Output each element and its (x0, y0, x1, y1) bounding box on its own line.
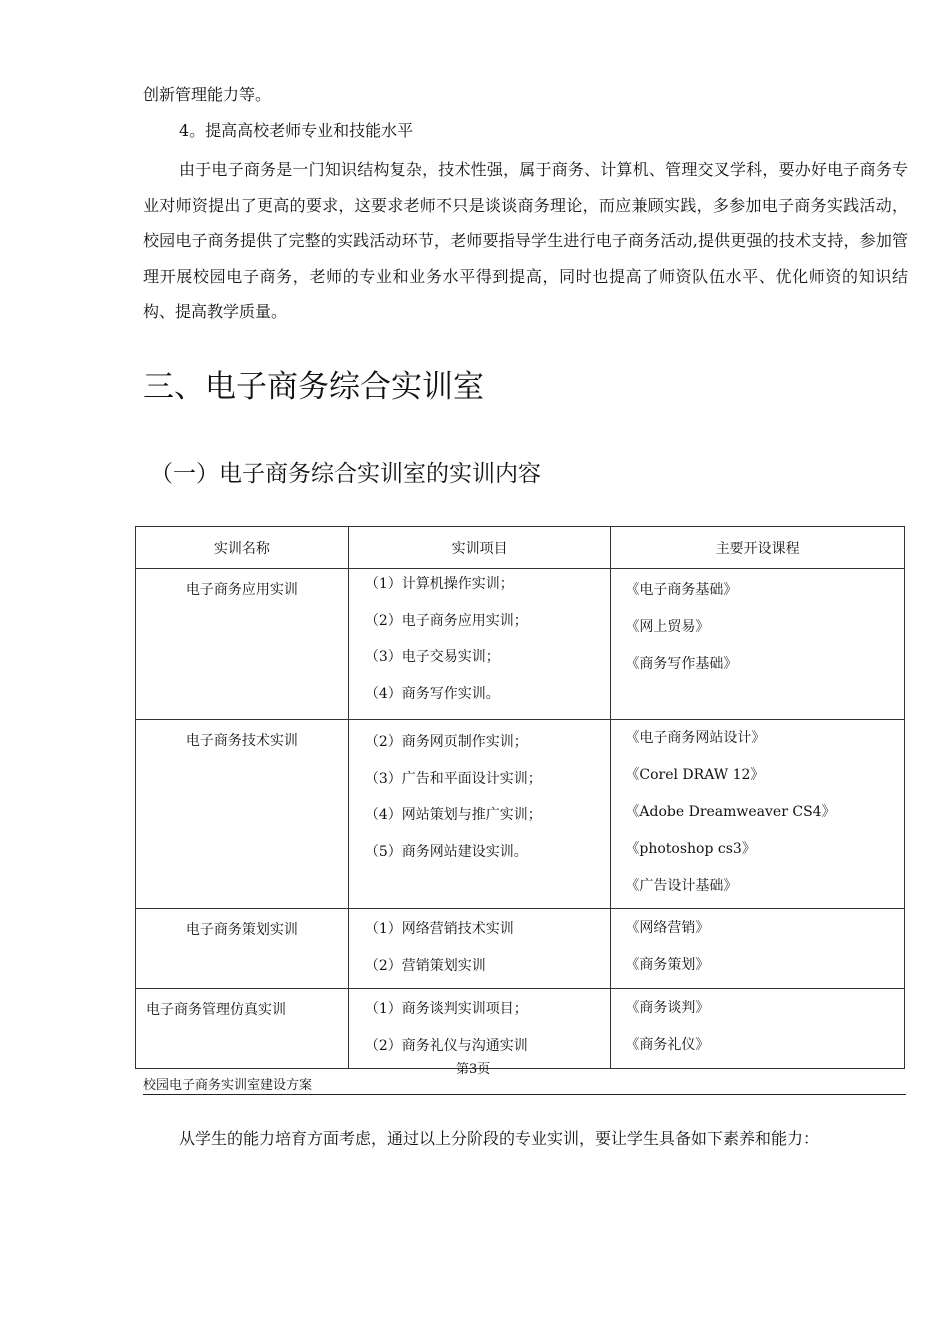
course-item: 《Adobe Dreamweaver CS4》 (625, 804, 836, 820)
table-row (136, 569, 905, 720)
column-header: 实训项目 (348, 527, 611, 569)
training-item: （4）商务写作实训。 (364, 685, 500, 702)
table-header-row (136, 527, 905, 569)
course-item: 《商务策划》 (625, 957, 710, 973)
column-header: 主要开设课程 (611, 527, 905, 569)
training-item: （2）营销策划实训 (364, 957, 486, 974)
training-item: （1）商务谈判实训项目； (364, 1001, 528, 1017)
training-item: （3）广告和平面设计实训； (364, 770, 542, 787)
training-name: 电子商务技术实训 (136, 720, 349, 909)
subsection-title: （一）电子商务综合实训室的实训内容 (150, 461, 541, 487)
training-item: （5）商务网站建设实训。 (364, 843, 528, 860)
course-item: 《商务礼仪》 (625, 1037, 710, 1053)
course-item: 《商务写作基础》 (625, 656, 738, 672)
course-item: 《商务谈判》 (625, 1000, 710, 1016)
training-items (348, 989, 611, 1069)
courses (611, 989, 905, 1069)
training-item: （2）商务网页制作实训； (364, 734, 528, 750)
training-items (348, 569, 611, 720)
training-item: （1）网络营销技术实训 (364, 921, 514, 937)
running-header: 校园电子商务实训室建设方案 (143, 1078, 313, 1093)
training-item: （4）网站策划与推广实训； (364, 807, 542, 823)
table-row (136, 989, 905, 1069)
page-number: 第3页 (456, 1062, 491, 1077)
course-item: 《广告设计基础》 (625, 878, 738, 894)
column-header: 实训名称 (136, 527, 349, 569)
training-content-table (135, 526, 905, 1069)
course-item: 《电子商务基础》 (625, 582, 738, 598)
section-title: 三、电子商务综合实训室 (143, 369, 484, 405)
course-item: 《Corel DRAW 12》 (625, 767, 765, 783)
courses (611, 569, 905, 720)
training-name: 电子商务管理仿真实训 (136, 989, 349, 1069)
course-item: 《电子商务网站设计》 (625, 730, 766, 746)
training-name: 电子商务应用实训 (136, 569, 349, 720)
numbered-heading: 4。提高高校老师专业和技能水平 (179, 121, 414, 140)
courses (611, 909, 905, 989)
training-items (348, 909, 611, 989)
training-name: 电子商务策划实训 (136, 909, 349, 989)
table-row (136, 720, 905, 909)
training-items (348, 720, 611, 909)
closing-paragraph: 从学生的能力培育方面考虑，通过以上分阶段的专业实训，要让学生具备如下素养和能力： (179, 1129, 820, 1148)
training-item: （3）电子交易实训； (364, 649, 500, 665)
courses (611, 720, 905, 909)
training-item: （1）计算机操作实训； (364, 576, 514, 592)
body-paragraph: 由于电子商务是一门知识结构复杂，技术性强，属于商务、计算机、管理交叉学科，要办好电子商务专业对师资提出了更高的要求，这要求老师不只是谈谈商务理论，而应兼顾实践，多参加电子商务实践活动，校园电子商务提供了完整的实践活动环节，老师要指导学生进行电子商务活动,提供更强的技术支持，参加管理开展校园电子商务，老师的专业和业务水平得到提高，同时也提高了师资队伍水平、优化师资的知识结构、提高教学质量。 (143, 160, 908, 321)
training-item: （2）电子商务应用实训； (364, 612, 528, 629)
training-item: （2）商务礼仪与沟通实训 (364, 1037, 528, 1054)
paragraph-fragment: 创新管理能力等。 (143, 85, 272, 104)
course-item: 《photoshop cs3》 (625, 841, 756, 857)
table-row (136, 909, 905, 989)
course-item: 《网上贸易》 (625, 619, 710, 635)
course-item: 《网络营销》 (625, 920, 710, 936)
header-divider (143, 1094, 906, 1095)
